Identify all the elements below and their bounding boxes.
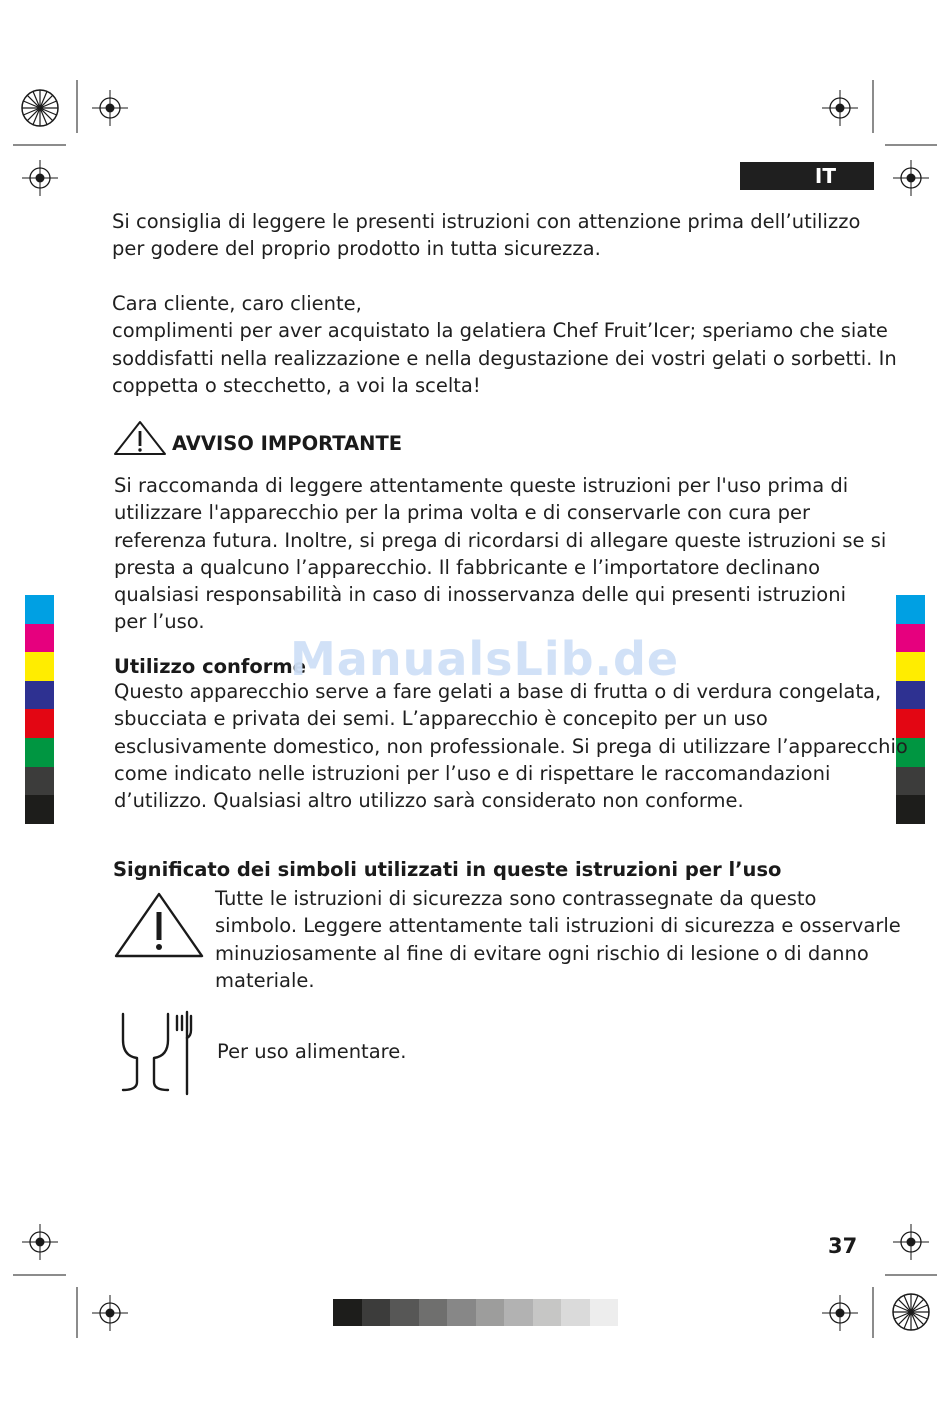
symbols-warning-text: Tutte le istruzioni di sicurezza sono contrassegnate da questo simbolo. Leggere attentamente tali istruzioni di sicurezza e osservarle minuziosamente al fine di evitare ogni rischio di lesione o di danno materiale. xyxy=(215,887,901,992)
color-swatch xyxy=(25,795,54,824)
gray-swatch xyxy=(333,1299,362,1326)
warning-body: Si raccomanda di leggere attentamente queste istruzioni per l'uso prima di utilizzare l'apparecchio per la prima volta e di conservarle con cura per referenza futura. Inoltre, si prega di ricordarsi di allegare queste istruzioni se si presta a qualcuno l’apparecchio. Il fabbricante e l’importatore declinano qualsiasi responsabilità in caso di inosservanza delle qui presenti istruzioni per l’uso. xyxy=(114,474,887,634)
warning-triangle-icon xyxy=(113,420,167,456)
color-swatch xyxy=(25,738,54,767)
color-swatch xyxy=(25,709,54,738)
color-swatch xyxy=(25,624,54,653)
color-swatch xyxy=(896,624,925,653)
proper-use-body: Questo apparecchio serve a fare gelati a base di frutta o di verdura congelata, sbucciata e privata dei semi. L’apparecchio è concepito per un uso esclusivamente domestico, non professionale. Si prega di utilizzare l’apparecchio come indicato nelle istruzioni per l’uso e di rispettare le raccomandazioni d’utilizzo. Qualsiasi altro utilizzo sarà considerato non conforme. xyxy=(114,680,908,813)
symbols-food-text: Per uso alimentare. xyxy=(217,1040,407,1063)
color-calibration-bar-left xyxy=(25,595,54,824)
gray-swatch xyxy=(447,1299,476,1326)
gray-swatch xyxy=(362,1299,391,1326)
watermark: ManualsLib.de xyxy=(290,632,680,686)
warning-title: AVVISO IMPORTANTE xyxy=(172,432,403,455)
color-swatch xyxy=(896,595,925,624)
gray-swatch xyxy=(533,1299,562,1326)
food-safe-glass-fork-icon xyxy=(117,1008,197,1096)
language-tab: IT xyxy=(740,162,874,190)
color-swatch xyxy=(896,652,925,681)
gray-swatch xyxy=(504,1299,533,1326)
warning-triangle-icon xyxy=(113,890,205,960)
color-swatch xyxy=(25,595,54,624)
proper-use-title: Utilizzo conforme xyxy=(114,655,306,678)
greeting-paragraph: Cara cliente, caro cliente, complimenti per aver acquistato la gelatiera Chef Fruit’Icer; speriamo che siate soddisfatti nella realizzazione e nella degustazione dei vostri gelati o sorbetti. In coppetta o stecchetto, a voi la scelta! xyxy=(112,292,897,397)
color-swatch xyxy=(25,681,54,710)
color-swatch xyxy=(25,652,54,681)
color-swatch xyxy=(25,767,54,796)
gray-swatch xyxy=(390,1299,419,1326)
page-number: 37 xyxy=(828,1234,858,1258)
gray-swatch xyxy=(590,1299,619,1326)
intro-paragraph: Si consiglia di leggere le presenti istruzioni con attenzione prima dell’utilizzo per godere del proprio prodotto in tutta sicurezza. xyxy=(112,210,861,261)
symbols-title: Significato dei simboli utilizzati in queste istruzioni per l’uso xyxy=(113,858,782,881)
gray-swatch xyxy=(561,1299,590,1326)
gray-swatch xyxy=(476,1299,505,1326)
gray-swatch xyxy=(419,1299,448,1326)
grayscale-calibration-bar xyxy=(333,1299,618,1326)
